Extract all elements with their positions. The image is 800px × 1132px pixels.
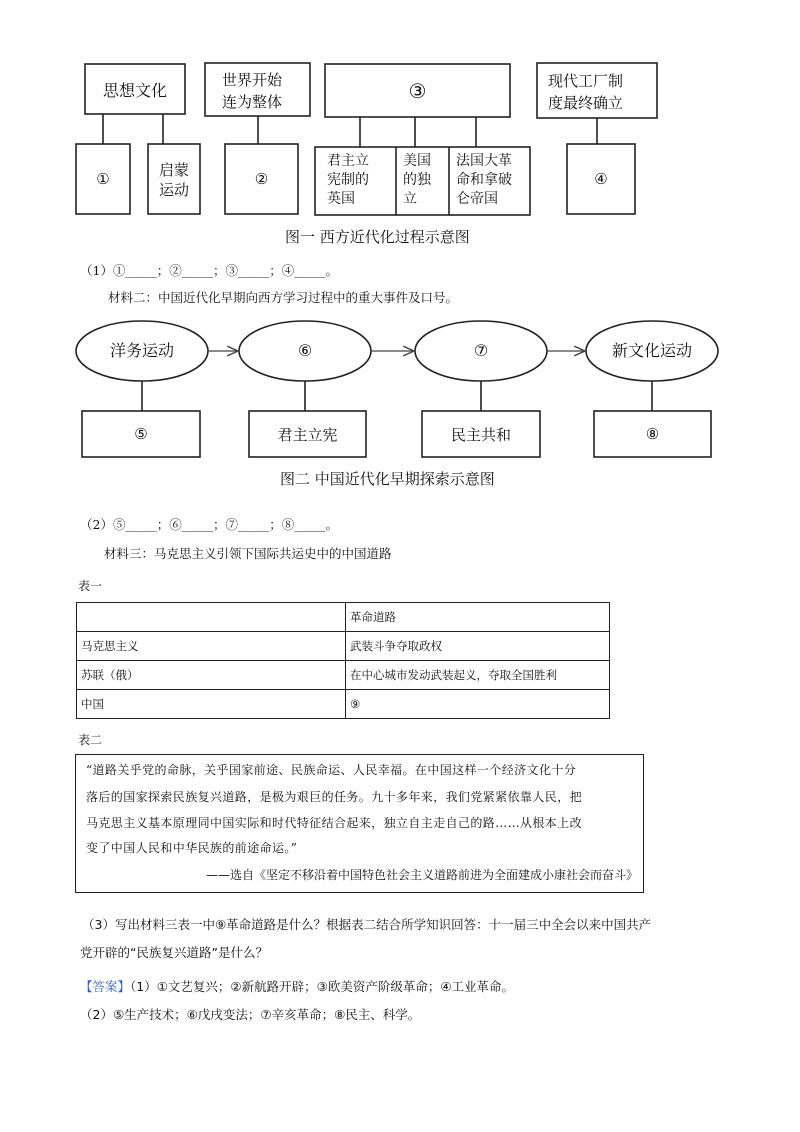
- enlight-line-1: 启蒙: [158, 161, 189, 179]
- uk-line-1: 君主立: [327, 153, 369, 169]
- question-1-blanks: （1）①_____；②_____；③_____；④_____。: [80, 263, 338, 278]
- fr-line-1: 法国大革: [456, 153, 512, 169]
- box-1-label: ①: [96, 170, 110, 188]
- table-cell: 在中心城市发动武装起义，夺取全国胜利: [346, 661, 610, 690]
- world-line-2: 连为整体: [222, 93, 283, 111]
- uk-line-2: 宪制的: [327, 172, 369, 188]
- oval-1-label: 洋务运动: [109, 341, 174, 360]
- table-row: [77, 632, 610, 661]
- table-row: [77, 690, 610, 719]
- table-cell: 马克思主义: [77, 632, 346, 661]
- table-row: [77, 661, 610, 690]
- table-cell: 革命道路: [346, 603, 610, 632]
- question-2-blanks: （2）⑤_____；⑥_____；⑦_____；⑧_____。: [80, 517, 338, 532]
- oval-2-label: ⑥: [297, 341, 313, 360]
- box-5-label: ⑤: [134, 425, 148, 443]
- revolution-path-table: [76, 602, 610, 719]
- circle-3-label: ③: [408, 78, 427, 103]
- world-line-1: 世界开始: [222, 71, 283, 89]
- constitutional-monarchy-label: 君主立宪: [277, 425, 338, 444]
- democratic-republic-label: 民主共和: [450, 425, 511, 444]
- industry-line-1: 现代工厂制: [548, 72, 624, 90]
- table-cell: [77, 603, 346, 632]
- quote-line-2: 落后的国家探索民族复兴道路，是极为艰巨的任务。九十多年来，我们党紧紧依靠人民，把: [86, 790, 583, 804]
- quote-line-3: 马克思主义基本原理同中国实际和时代特征结合起来，独立自主走自己的路……从根本上改: [86, 816, 583, 830]
- figure-2-caption: 图二 中国近代化早期探索示意图: [280, 470, 495, 488]
- enlight-line-2: 运动: [158, 181, 189, 199]
- table-cell: 中国: [77, 690, 346, 719]
- fr-line-3: 仑帝国: [456, 191, 498, 207]
- table-cell: 武装斗争夺取政权: [346, 632, 610, 661]
- table-header-row: [77, 603, 610, 632]
- quote-line-4: 变了中国人民和中华民族的前途命运。”: [86, 841, 298, 855]
- table-cell: ⑨: [346, 690, 610, 719]
- quote-line-1: “道路关乎党的命脉，关乎国家前途、民族命运、人民幸福。在中国这样一个经济文化十分: [86, 763, 577, 777]
- answer-label: 【答案】: [80, 979, 131, 994]
- question-3-line-1: （3）写出材料三表一中⑨革命道路是什么？根据表二结合所学知识回答：十一届三中全会以来中国共产: [82, 917, 652, 932]
- us-line-2: 的独: [403, 172, 431, 188]
- quote-source: ——选自《坚定不移沿着中国特色社会主义道路前进为全面建成小康社会而奋斗》: [206, 868, 639, 882]
- table-1-label: 表一: [78, 579, 103, 593]
- uk-line-3: 英国: [327, 191, 355, 207]
- fr-line-2: 命和拿破: [456, 172, 512, 188]
- box-4-label: ④: [594, 170, 608, 188]
- material-2-intro: 材料二：中国近代化早期向西方学习过程中的重大事件及口号。: [108, 290, 459, 305]
- us-line-1: 美国: [403, 153, 431, 169]
- industry-line-2: 度最终确立: [548, 94, 624, 112]
- box-2-label: ②: [254, 170, 269, 188]
- quote-box: [75, 754, 644, 893]
- box-8-label: ⑧: [645, 425, 660, 443]
- thought-culture-label: 思想文化: [102, 80, 167, 100]
- answer-text-1: （1）①文艺复兴；②新航路开辟；③欧美资产阶级革命；④工业革命。: [130, 979, 515, 994]
- figure-1-caption: 图一 西方近代化过程示意图: [285, 228, 470, 246]
- answer-line-1: [80, 978, 514, 996]
- question-3-line-2: 党开辟的“民族复兴道路”是什么？: [80, 945, 268, 960]
- table-cell: 苏联（俄）: [77, 661, 346, 690]
- material-3-intro: 材料三：马克思主义引领下国际共运史中的中国道路: [104, 546, 392, 561]
- oval-3-label: ⑦: [473, 341, 489, 360]
- table-2-label: 表二: [78, 733, 103, 747]
- oval-4-label: 新文化运动: [611, 341, 692, 360]
- answer-line-2: （2）⑤生产技术；⑥戊戌变法；⑦辛亥革命；⑧民主、科学。: [80, 1007, 421, 1022]
- us-line-3: 立: [403, 191, 417, 207]
